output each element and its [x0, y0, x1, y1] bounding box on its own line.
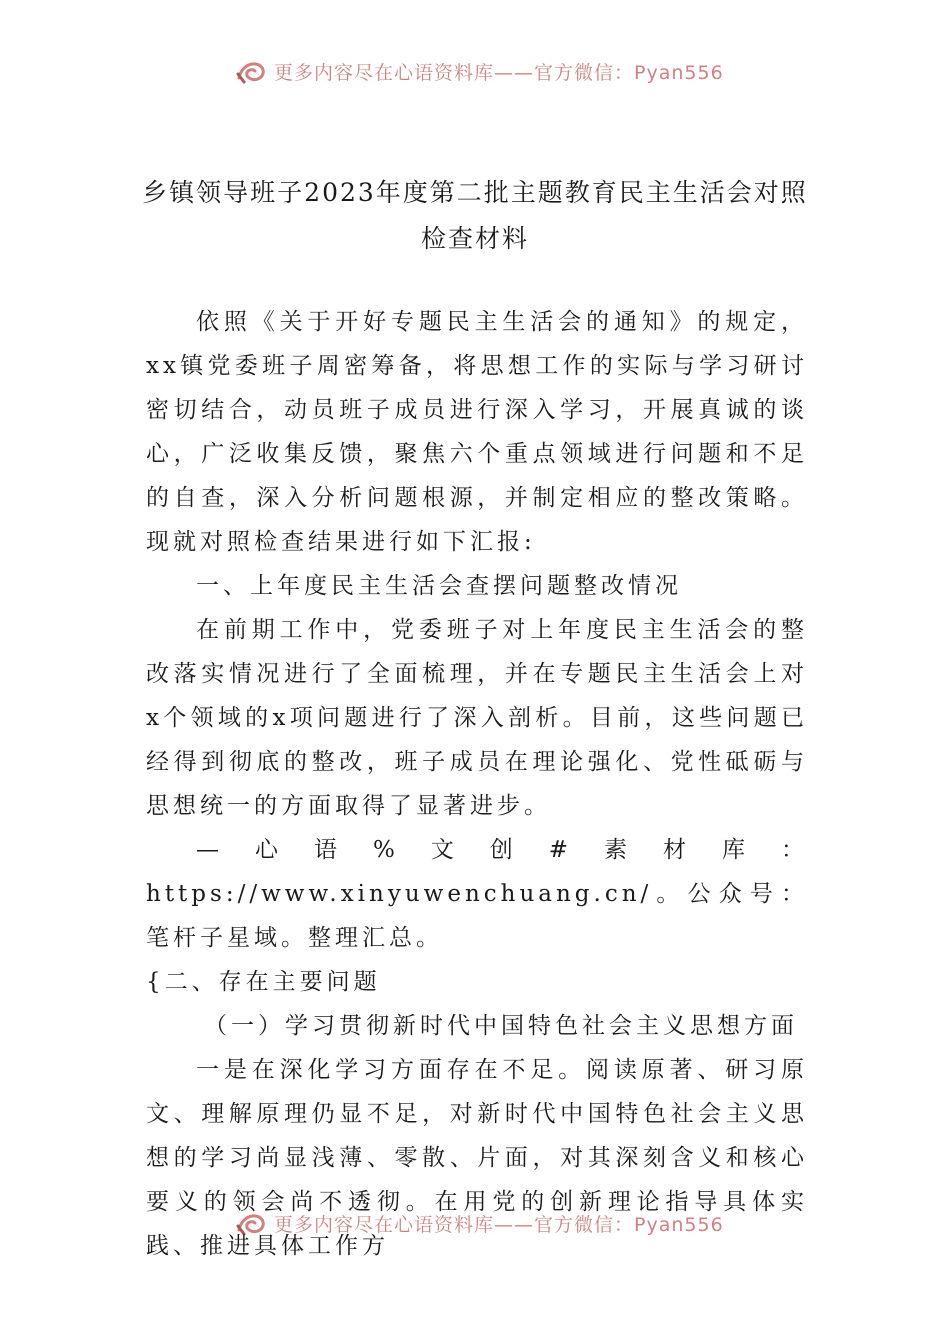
- subsection-heading: （一）学习贯彻新时代中国特色社会主义思想方面: [204, 1013, 798, 1039]
- watermark-header: [236, 56, 724, 86]
- body-paragraph: 一是在深化学习方面存在不足。阅读原著、研习原文、理解原理仍显不足，对新时代中国特色社会主义思想的学习尚显浅薄、零散、片面，对其深刻含义和核心要义的领会尚不透彻。在用党的创新理论指导具体实践、推进具体工作方: [146, 1057, 808, 1259]
- section-heading-1: 一、上年度民主生活会查摆问题整改情况: [196, 573, 682, 599]
- swirl-logo-icon: [236, 1210, 266, 1236]
- source-note: —心语%文创#素材库：https://www.xinyuwenchuang.cn/。公众号：笔杆子星域。整理汇总。: [146, 837, 808, 951]
- watermark-text: 更多内容尽在心语资料库——官方微信：Pyan556: [274, 61, 724, 84]
- watermark-footer: [236, 1208, 724, 1238]
- body-paragraph: 在前期工作中，党委班子对上年度民主生活会的整改落实情况进行了全面梳理，并在专题民主生活会上对x个领域的x项问题进行了深入剖析。目前，这些问题已经得到彻底的整改，班子成员在理论强化、党性砥砺与思想统一的方面取得了显著进步。: [146, 617, 808, 819]
- intro-paragraph: 依照《关于开好专题民主生活会的通知》的规定，xx镇党委班子周密筹备，将思想工作的实际与学习研讨密切结合，动员班子成员进行深入学习，开展真诚的谈心，广泛收集反馈，聚焦六个重点领域进行问题和不足的自查，深入分析问题根源，并制定相应的整改策略。现就对照检查结果进行如下汇报:: [146, 309, 808, 555]
- watermark-text: 更多内容尽在心语资料库——官方微信：Pyan556: [274, 1213, 724, 1236]
- swirl-logo-icon: [236, 58, 266, 84]
- section-heading-2: {二、存在主要问题: [146, 969, 381, 995]
- document-title: 乡镇领导班子2023年度第二批主题教育民主生活会对照检查材料: [142, 178, 808, 253]
- document-body: [146, 300, 808, 1268]
